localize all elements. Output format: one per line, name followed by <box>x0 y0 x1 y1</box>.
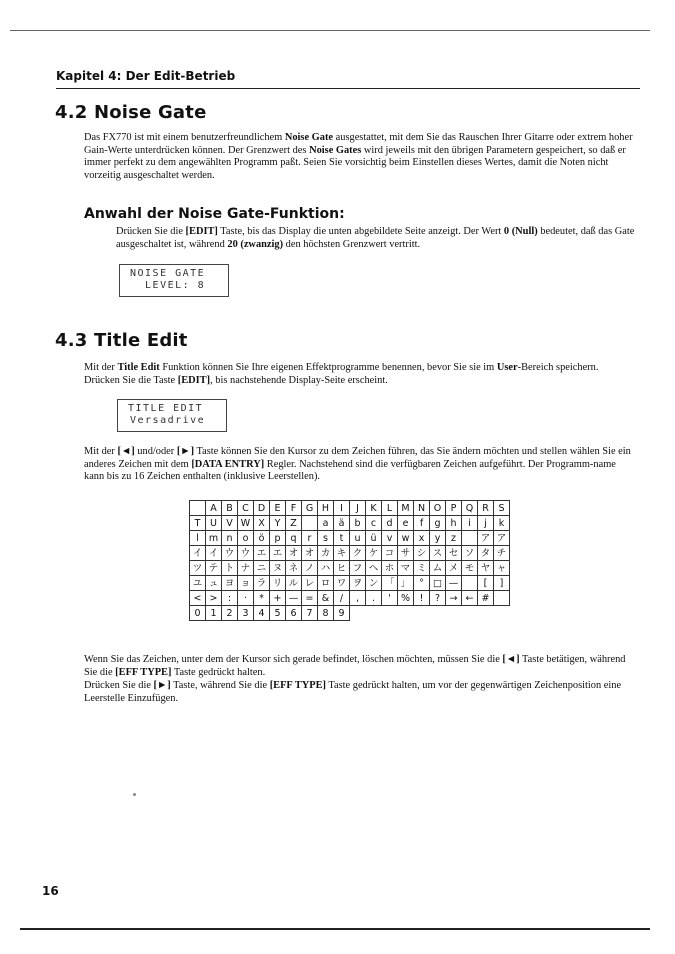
char-cell: & <box>318 591 334 606</box>
char-cell: # <box>478 591 494 606</box>
char-cell: ヌ <box>270 561 286 576</box>
char-row <box>190 576 510 591</box>
char-cell: p <box>270 531 286 546</box>
char-cell: Y <box>270 516 286 531</box>
cursor-instructions <box>84 446 636 484</box>
char-cell: D <box>254 501 270 516</box>
char-cell <box>462 531 478 546</box>
char-cell: q <box>286 531 302 546</box>
char-cell: g <box>430 516 446 531</box>
char-cell <box>462 576 478 591</box>
bold-run: [►] <box>153 680 171 691</box>
char-cell: ソ <box>462 546 478 561</box>
char-cell: ル <box>286 576 302 591</box>
char-cell: : <box>222 591 238 606</box>
bottom-rule <box>20 928 650 930</box>
char-cell: カ <box>318 546 334 561</box>
noise-gate-intro <box>84 132 636 182</box>
text-run: wird jeweils mit den übrigen Parametern gespeichert, so daß er immer perfekt zu dem angewählten Programm paßt. Seien Sie vorsichtig beim Einstellen dieses Wertes, damit die Noten nicht vorzeitig ausgeschaltet werden. <box>84 144 626 181</box>
char-row <box>190 516 510 531</box>
char-cell: [ <box>478 576 494 591</box>
char-row <box>190 531 510 546</box>
char-cell: オ <box>302 546 318 561</box>
text-run: Funktion können Sie Ihre eigenen Effektprogramme benennen, bevor Sie sie im <box>159 362 497 373</box>
char-cell: メ <box>446 561 462 576</box>
bold-run: [◄] <box>502 654 520 665</box>
char-cell: エ <box>270 546 286 561</box>
char-cell: A <box>206 501 222 516</box>
bold-run: Noise Gates <box>309 144 362 156</box>
char-cell: U <box>206 516 222 531</box>
bold-run: [EDIT] <box>177 374 211 386</box>
char-cell: B <box>222 501 238 516</box>
char-cell: ヘ <box>366 561 382 576</box>
char-cell: モ <box>462 561 478 576</box>
char-cell: リ <box>270 576 286 591</box>
char-cell: 9 <box>334 606 350 621</box>
char-cell: f <box>414 516 430 531</box>
char-cell: ワ <box>334 576 350 591</box>
char-cell: ä <box>334 516 350 531</box>
chapter-header: Kapitel 4: Der Edit-Betrieb <box>56 69 236 83</box>
text-run: Drücken Sie die <box>116 226 186 237</box>
char-cell: サ <box>398 546 414 561</box>
char-cell: j <box>478 516 494 531</box>
text-run: Mit der <box>84 446 118 457</box>
char-cell: z <box>446 531 462 546</box>
char-cell: < <box>190 591 206 606</box>
char-cell: / <box>334 591 350 606</box>
char-cell: Q <box>462 501 478 516</box>
char-cell: I <box>334 501 350 516</box>
char-cell: イ <box>190 546 206 561</box>
bold-run: [EFF TYPE] <box>269 680 326 691</box>
char-cell: フ <box>350 561 366 576</box>
char-cell: K <box>366 501 382 516</box>
char-cell: — <box>286 591 302 606</box>
char-cell: d <box>382 516 398 531</box>
character-table <box>189 500 510 621</box>
title-edit-display <box>117 399 227 432</box>
char-cell: Z <box>286 516 302 531</box>
text-run: Taste betätigen, während Sie die <box>84 654 626 678</box>
bold-run: [EFF TYPE] <box>115 666 172 678</box>
char-row <box>190 501 510 516</box>
char-cell: w <box>398 531 414 546</box>
bold-run: 0 (Null) <box>503 226 538 237</box>
char-cell: ! <box>414 591 430 606</box>
bold-run: Noise Gate <box>284 132 334 143</box>
char-cell: S <box>494 501 510 516</box>
char-cell: 「 <box>382 576 398 591</box>
display-line-1: TITLE EDIT <box>128 403 204 414</box>
char-cell: · <box>238 591 254 606</box>
char-cell <box>190 501 206 516</box>
char-cell: エ <box>254 546 270 561</box>
char-cell: 」 <box>398 576 414 591</box>
text-run: Drücken Sie die <box>84 680 154 691</box>
char-cell: ö <box>254 531 270 546</box>
char-cell: v <box>382 531 398 546</box>
char-cell: 0 <box>190 606 206 621</box>
char-cell: L <box>382 501 398 516</box>
char-cell: レ <box>302 576 318 591</box>
char-cell: N <box>414 501 430 516</box>
char-cell: ネ <box>286 561 302 576</box>
text-run: bedeutet, daß das Gate ausgeschaltet ist, während <box>116 226 635 250</box>
char-row <box>190 591 510 606</box>
display-line-2: LEVEL: 8 <box>130 280 206 291</box>
char-cell: % <box>398 591 414 606</box>
char-row <box>190 606 510 621</box>
char-cell: テ <box>206 561 222 576</box>
char-cell <box>302 516 318 531</box>
bold-run: [►] <box>176 446 195 457</box>
char-cell: ウ <box>222 546 238 561</box>
char-row <box>190 546 510 561</box>
char-cell: タ <box>478 546 494 561</box>
char-cell: ° <box>414 576 430 591</box>
print-speck <box>133 793 136 796</box>
char-cell: O <box>430 501 446 516</box>
char-cell: ハ <box>318 561 334 576</box>
chapter-rule <box>56 88 640 89</box>
char-cell: ü <box>366 531 382 546</box>
char-cell: J <box>350 501 366 516</box>
char-cell: F <box>286 501 302 516</box>
char-cell: ' <box>382 591 398 606</box>
char-cell: n <box>222 531 238 546</box>
char-cell: H <box>318 501 334 516</box>
bold-run: 20 (zwanzig) <box>227 238 284 250</box>
char-cell: ョ <box>238 576 254 591</box>
char-cell: ヤ <box>478 561 494 576</box>
char-cell: W <box>238 516 254 531</box>
char-cell: ユ <box>190 576 206 591</box>
char-cell: ラ <box>254 576 270 591</box>
char-cell: チ <box>494 546 510 561</box>
char-cell: , <box>350 591 366 606</box>
char-cell: k <box>494 516 510 531</box>
char-cell: + <box>270 591 286 606</box>
char-cell: ] <box>494 576 510 591</box>
char-cell: . <box>366 591 382 606</box>
text-run: den höchsten Grenzwert vertritt. <box>283 238 421 250</box>
char-cell: キ <box>334 546 350 561</box>
char-cell: t <box>334 531 350 546</box>
char-cell: 1 <box>206 606 222 621</box>
noise-gate-instructions <box>116 226 636 251</box>
insert-instructions <box>84 680 636 705</box>
char-cell: T <box>190 516 206 531</box>
char-cell <box>494 591 510 606</box>
char-cell: ウ <box>238 546 254 561</box>
char-cell: コ <box>382 546 398 561</box>
char-cell: ノ <box>302 561 318 576</box>
display-line-2: Versadrive <box>130 415 206 426</box>
char-cell: h <box>446 516 462 531</box>
char-cell: l <box>190 531 206 546</box>
char-cell: ン <box>366 576 382 591</box>
char-cell: x <box>414 531 430 546</box>
char-cell: a <box>318 516 334 531</box>
bold-run: [◄] <box>117 446 135 457</box>
text-run: Das FX770 ist mit einem benutzerfreundlichem <box>84 132 285 143</box>
char-cell: r <box>302 531 318 546</box>
char-cell: ミ <box>414 561 430 576</box>
char-cell: ← <box>462 591 478 606</box>
char-cell: c <box>366 516 382 531</box>
text-run: und/oder <box>134 446 177 457</box>
noise-gate-subheading: Anwahl der Noise Gate-Funktion: <box>84 206 345 222</box>
char-cell: シ <box>414 546 430 561</box>
char-cell: 4 <box>254 606 270 621</box>
char-cell: > <box>206 591 222 606</box>
char-cell: ヲ <box>350 576 366 591</box>
noise-gate-display <box>119 264 229 297</box>
char-cell: C <box>238 501 254 516</box>
text-run: Taste, bis das Display die unten abgebildete Seite anzeigt. Der Wert <box>217 226 504 237</box>
display-line-1: NOISE GATE <box>130 268 206 279</box>
text-run: Taste gedrückt halten, um vor der gegenwärtigen Zeichenposition eine Leerstelle Einzufügen. <box>84 680 622 704</box>
char-cell: ュ <box>206 576 222 591</box>
char-cell: 8 <box>318 606 334 621</box>
char-cell: 6 <box>286 606 302 621</box>
char-cell: 3 <box>238 606 254 621</box>
char-cell: ツ <box>190 561 206 576</box>
char-cell: → <box>446 591 462 606</box>
bold-run: Title Edit <box>117 362 160 373</box>
char-cell: □ <box>430 576 446 591</box>
section-title-noise-gate: 4.2 Noise Gate <box>55 102 207 123</box>
char-cell: ク <box>350 546 366 561</box>
text-run: ausgestattet, mit dem Sie das Rauschen Ihrer Gitarre oder extrem hoher Gain-Werte unterdrücken können. Der Grenzwert des <box>84 132 633 156</box>
text-run: Mit der <box>84 362 118 373</box>
char-cell: ヒ <box>334 561 350 576</box>
char-cell: o <box>238 531 254 546</box>
char-cell: ム <box>430 561 446 576</box>
char-cell: V <box>222 516 238 531</box>
char-cell: E <box>270 501 286 516</box>
char-cell: u <box>350 531 366 546</box>
char-cell: 2 <box>222 606 238 621</box>
char-cell: ケ <box>366 546 382 561</box>
delete-instructions <box>84 654 636 679</box>
char-cell: b <box>350 516 366 531</box>
char-cell: G <box>302 501 318 516</box>
section-title-title-edit: 4.3 Title Edit <box>55 330 188 351</box>
char-cell: y <box>430 531 446 546</box>
char-cell: ア <box>494 531 510 546</box>
title-edit-intro <box>84 362 636 387</box>
char-cell: M <box>398 501 414 516</box>
char-cell: ス <box>430 546 446 561</box>
char-cell: ト <box>222 561 238 576</box>
char-cell: 7 <box>302 606 318 621</box>
char-cell: ャ <box>494 561 510 576</box>
char-cell: e <box>398 516 414 531</box>
char-cell: = <box>302 591 318 606</box>
char-cell: s <box>318 531 334 546</box>
bold-run: [EDIT] <box>185 226 218 237</box>
char-cell: i <box>462 516 478 531</box>
text-run: Taste können Sie den Kursor zu dem Zeichen führen, das Sie ändern möchten und stellen wählen Sie ein anderes Zeichen mit dem <box>84 446 631 470</box>
text-run: Taste gedrückt halten. <box>171 666 266 678</box>
char-cell: — <box>446 576 462 591</box>
char-cell: 5 <box>270 606 286 621</box>
char-cell: マ <box>398 561 414 576</box>
page-number: 16 <box>42 884 59 898</box>
text-run: , bis nachstehende Display-Seite erscheint. <box>210 374 388 386</box>
char-cell: セ <box>446 546 462 561</box>
bold-run: User <box>496 362 518 373</box>
char-cell: R <box>478 501 494 516</box>
text-run: Taste, während Sie die <box>170 680 270 691</box>
char-cell: イ <box>206 546 222 561</box>
char-cell: ? <box>430 591 446 606</box>
char-cell: P <box>446 501 462 516</box>
char-cell: ホ <box>382 561 398 576</box>
char-cell: ナ <box>238 561 254 576</box>
text-run: Wenn Sie das Zeichen, unter dem der Kursor sich gerade befindet, löschen möchten, müssen Sie die <box>84 654 503 665</box>
char-row <box>190 561 510 576</box>
char-cell: m <box>206 531 222 546</box>
char-cell: ロ <box>318 576 334 591</box>
char-cell: ヨ <box>222 576 238 591</box>
text-run: Regler. Nachstehend sind die verfügbaren Zeichen aufgeführt. Der Programm-name kann bis zu 16 Zeichen enthalten (inklusive Leerstellen). <box>84 458 616 483</box>
char-cell: ニ <box>254 561 270 576</box>
top-rule <box>10 30 650 31</box>
text-run: -Bereich speichern. Drücken Sie die Taste <box>84 362 599 386</box>
char-cell: オ <box>286 546 302 561</box>
char-cell: * <box>254 591 270 606</box>
char-cell: X <box>254 516 270 531</box>
bold-run: [DATA ENTRY] <box>191 458 265 470</box>
char-cell: ア <box>478 531 494 546</box>
